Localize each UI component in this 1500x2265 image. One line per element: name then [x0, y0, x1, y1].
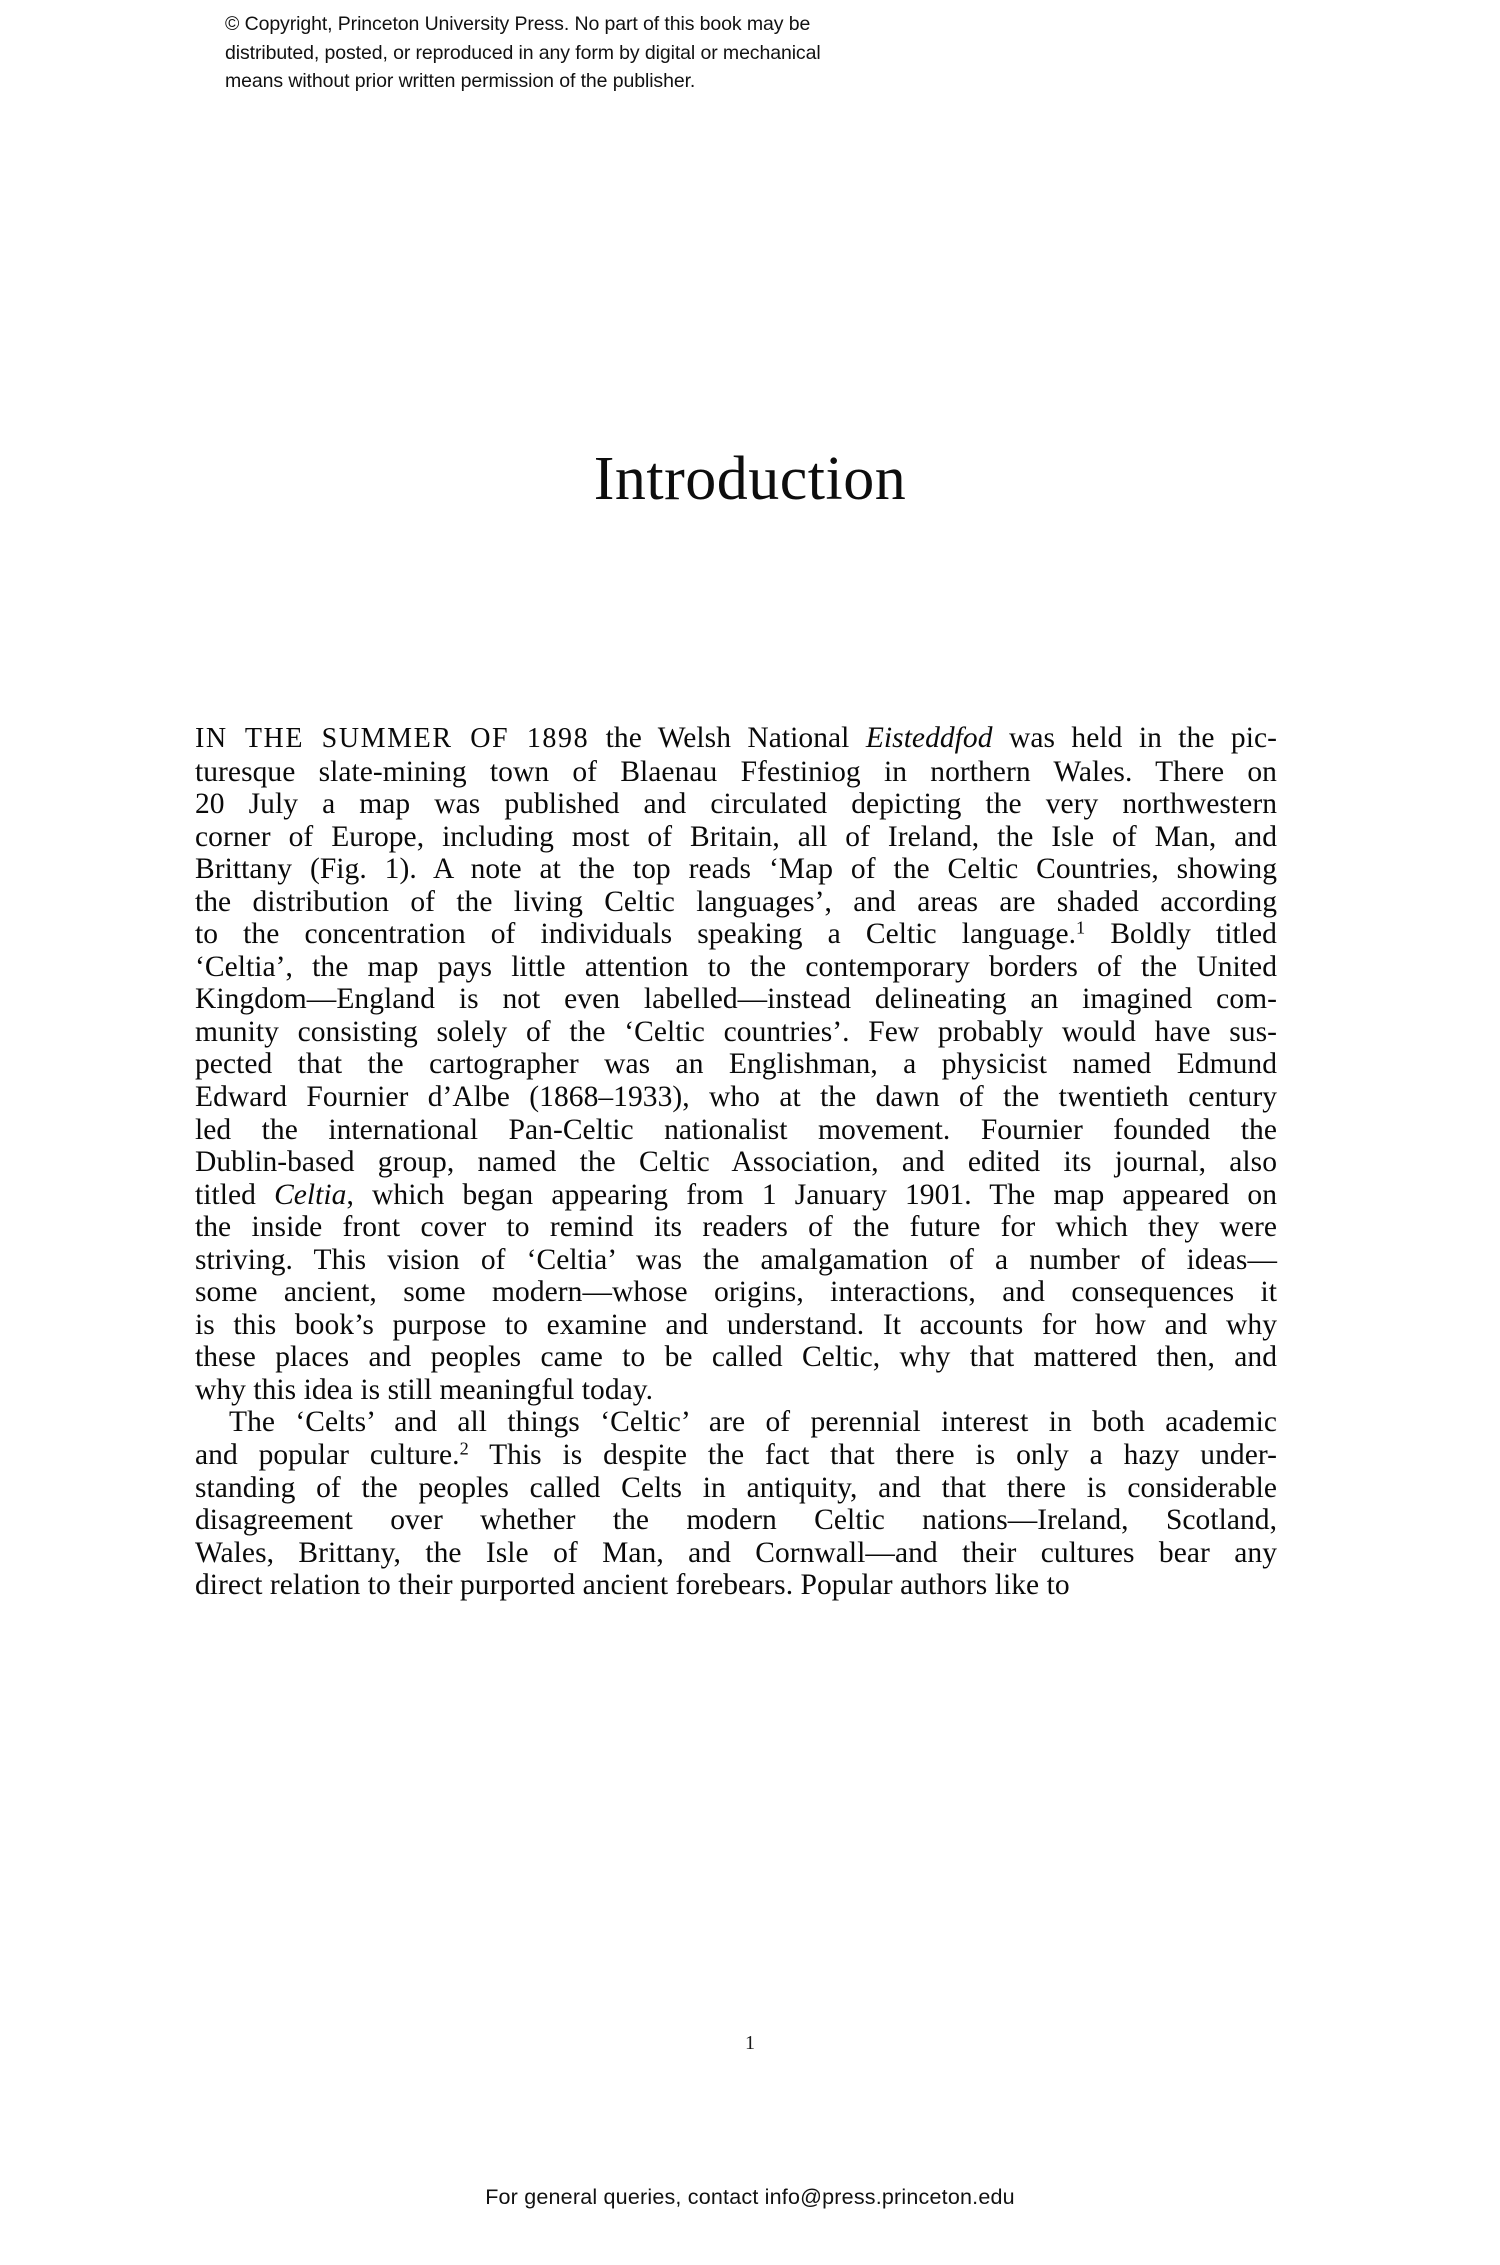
- text-line: [195, 1569, 1277, 1602]
- text-run: pected that the cartographer was an Englishman, a physicist named Edmund: [195, 1048, 1277, 1081]
- text-run: This is despite the fact that there is only a hazy under-: [468, 1439, 1277, 1472]
- text-run: some ancient, some modern—whose origins, interactions, and consequences it: [195, 1276, 1277, 1309]
- text-line: [195, 886, 1277, 919]
- text-line: [195, 853, 1277, 886]
- text-line: [195, 1114, 1277, 1147]
- text-line: [195, 1048, 1277, 1081]
- text-line: [195, 1016, 1277, 1049]
- text-run: Kingdom—England is not even labelled—instead delineating an imagined com-: [195, 983, 1277, 1016]
- italic-text: Celtia: [274, 1178, 347, 1211]
- text-line: [195, 918, 1277, 951]
- copyright-line-2: distributed, posted, or reproduced in any form by digital or mechanical: [225, 41, 821, 64]
- footer-queries-notice: For general queries, contact info@press.princeton.edu: [485, 2185, 1015, 2209]
- paragraph-1: [195, 722, 1277, 1406]
- text-run: munity consisting solely of the ‘Celtic countries’. Few probably would have sus-: [195, 1015, 1277, 1048]
- text-line: [195, 722, 1277, 756]
- text-line: [195, 1406, 1277, 1439]
- text-line: [195, 756, 1277, 789]
- text-line: [195, 1081, 1277, 1114]
- text-line: [195, 1504, 1277, 1537]
- text-run: these places and peoples came to be called Celtic, why that mattered then, and: [195, 1341, 1277, 1374]
- text-line: [195, 1276, 1277, 1309]
- text-run: turesque slate-mining town of Blaenau Ffestiniog in northern Wales. There on: [195, 755, 1277, 788]
- text-run: Dublin-based group, named the Celtic Association, and edited its journal, also: [195, 1146, 1277, 1179]
- text-line: [195, 1439, 1277, 1472]
- text-line: [195, 1211, 1277, 1244]
- text-run: Edward Fournier d’Albe (1868–1933), who at the dawn of the twentieth century: [195, 1081, 1277, 1114]
- text-run: why this idea is still meaningful today.: [195, 1373, 654, 1406]
- copyright-line-3: means without prior written permission of the publisher.: [225, 70, 696, 92]
- text-run: , which began appearing from 1 January 1901. The map appeared on: [346, 1178, 1277, 1211]
- text-run: direct relation to their purported ancient forebears. Popular authors like to: [195, 1569, 1070, 1602]
- text-run: the distribution of the living Celtic languages’, and areas are shaded according: [195, 885, 1277, 918]
- text-run: is this book’s purpose to examine and understand. It accounts for how and why: [195, 1308, 1277, 1341]
- text-line: [195, 1244, 1277, 1277]
- text-run: Boldly titled: [1085, 918, 1277, 951]
- text-run: The ‘Celts’ and all things ‘Celtic’ are of perennial interest in both academic: [229, 1406, 1277, 1439]
- paragraph-2: [195, 1406, 1277, 1601]
- text-line: [195, 1537, 1277, 1570]
- text-run: corner of Europe, including most of Britain, all of Ireland, the Isle of Man, and: [195, 820, 1277, 853]
- text-line: [195, 1179, 1277, 1212]
- text-run: striving. This vision of ‘Celtia’ was the amalgamation of a number of ideas—: [195, 1243, 1277, 1276]
- text-line: [195, 983, 1277, 1016]
- text-run: titled: [195, 1178, 275, 1211]
- text-run: disagreement over whether the modern Celtic nations—Ireland, Scotland,: [195, 1504, 1277, 1537]
- text-run: the inside front cover to remind its readers of the future for which they were: [195, 1211, 1277, 1244]
- text-run: to the concentration of individuals speaking a Celtic language.: [195, 918, 1077, 951]
- copyright-line-1: © Copyright, Princeton University Press. No part of this book may be: [225, 13, 811, 35]
- text-line: [195, 821, 1277, 854]
- chapter-title: Introduction: [593, 444, 907, 513]
- text-run: led the international Pan-Celtic nationalist movement. Fournier founded the: [195, 1113, 1277, 1146]
- text-run: 20 July a map was published and circulated depicting the very northwestern: [195, 788, 1277, 821]
- text-run: Wales, Brittany, the Isle of Man, and Cornwall—and their cultures bear any: [195, 1536, 1277, 1569]
- italic-text: Eisteddfod: [865, 722, 993, 754]
- text-line: [195, 1374, 1277, 1407]
- text-line: [195, 788, 1277, 821]
- footnote-marker: 1: [1076, 917, 1086, 938]
- copyright-notice: [225, 10, 825, 96]
- text-run: Brittany (Fig. 1). A note at the top reads ‘Map of the Celtic Countries, showing: [195, 853, 1277, 886]
- text-run: the Welsh National: [589, 722, 866, 754]
- text-line: [195, 1146, 1277, 1179]
- text-run: standing of the peoples called Celts in antiquity, and that there is considerable: [195, 1471, 1277, 1504]
- text-line: [195, 1309, 1277, 1342]
- text-line: [195, 1341, 1277, 1374]
- footnote-marker: 2: [459, 1438, 469, 1459]
- page-number: 1: [745, 2032, 755, 2054]
- body-text: [195, 722, 1277, 1602]
- opening-small-caps: IN THE SUMMER OF 1898: [195, 723, 590, 754]
- text-run: and popular culture.: [195, 1439, 460, 1472]
- text-line: [195, 1472, 1277, 1505]
- text-run: ‘Celtia’, the map pays little attention to the contemporary borders of the United: [195, 950, 1277, 983]
- text-line: [195, 951, 1277, 984]
- text-run: was held in the pic-: [992, 722, 1277, 754]
